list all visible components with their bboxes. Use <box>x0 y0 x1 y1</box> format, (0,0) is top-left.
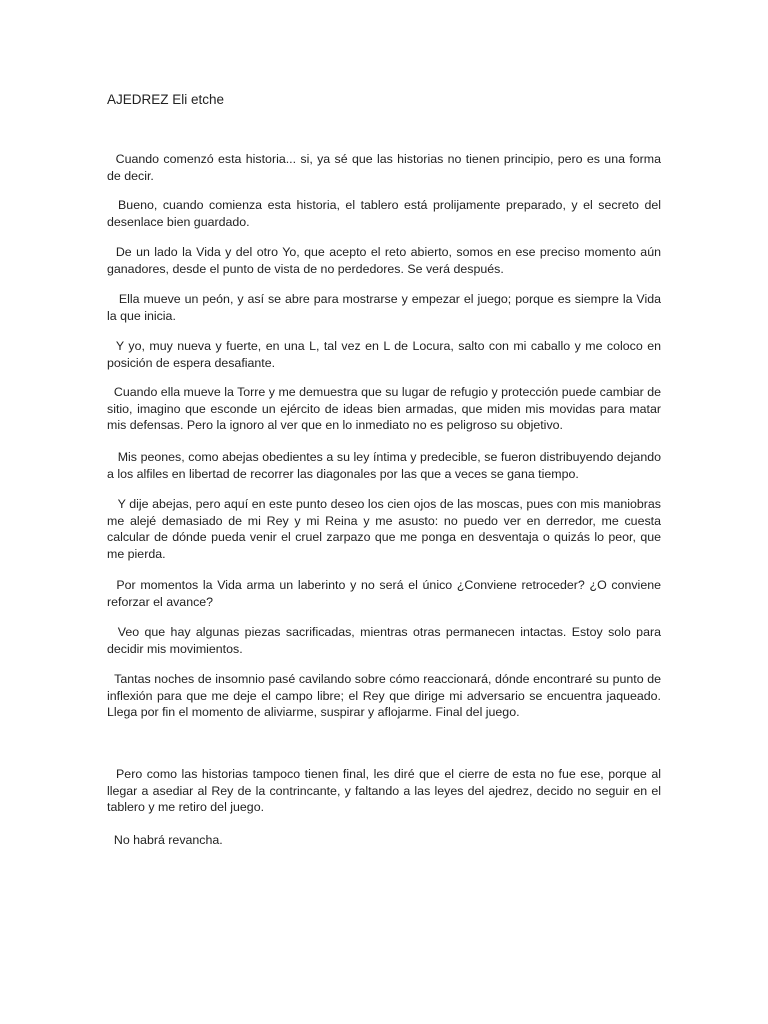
paragraph-9: Por momentos la Vida arma un laberinto y no será el único ¿Conviene retroceder? ¿O conviene reforzar el avance? <box>107 578 661 609</box>
paragraph-6: Cuando ella mueve la Torre y me demuestra que su lugar de refugio y protección puede cambiar de sitio, imagino que esconde un ejército de ideas bien armadas, que miden mis movidas para matar mis defensas. Pero la ignoro al ver que en lo inmediato no es peligroso su objetivo. <box>107 385 661 432</box>
paragraph-3: De un lado la Vida y del otro Yo, que acepto el reto abierto, somos en ese preciso momento aún ganadores, desde el punto de vista de no perdedores. Se verá después. <box>107 245 661 276</box>
paragraph-10: Veo que hay algunas piezas sacrificadas, mientras otras permanecen intactas. Estoy solo para decidir mis movimientos. <box>107 625 661 656</box>
paragraph-11: Tantas noches de insomnio pasé cavilando sobre cómo reaccionará, dónde encontraré su punto de inflexión para que me deje el campo libre; el Rey que dirige mi adversario se encuentra jaqueado. Llega por fin el momento de aliviarme, suspirar y aflojarme. Final del juego. <box>107 672 661 719</box>
paragraph-5: Y yo, muy nueva y fuerte, en una L, tal vez en L de Locura, salto con mi caballo y me coloco en posición de espera desafiante. <box>107 339 661 370</box>
document-title: AJEDREZ Eli etche <box>107 92 225 107</box>
paragraph-8: Y dije abejas, pero aquí en este punto deseo los cien ojos de las moscas, pues con mis maniobras me alejé demasiado de mi Rey y mi Reina y me asusto: no puedo ver en derredor, me cuesta calcular de dónde pueda venir el cruel zarpazo que me ponga en desventaja o quizás lo peor, que me pierda. <box>107 497 661 561</box>
paragraph-12: Pero como las historias tampoco tienen final, les diré que el cierre de esta no fue ese, porque al llegar a asediar al Rey de la contrincante, y faltando a las leyes del ajedrez, decido no seguir en el tablero y me retiro del juego. <box>107 767 661 814</box>
paragraph-2: Bueno, cuando comienza esta historia, el tablero está prolijamente preparado, y el secreto del desenlace bien guardado. <box>107 198 661 229</box>
paragraph-4: Ella mueve un peón, y así se abre para mostrarse y empezar el juego; porque es siempre la Vida la que inicia. <box>107 292 661 323</box>
paragraph-1: Cuando comenzó esta historia... si, ya sé que las historias no tienen principio, pero es una forma de decir. <box>107 152 661 183</box>
paragraph-13: No habrá revancha. <box>107 833 223 847</box>
paragraph-7: Mis peones, como abejas obedientes a su ley íntima y predecible, se fueron distribuyendo dejando a los alfiles en libertad de recorrer las diagonales por las que a veces se gana tiempo. <box>107 450 661 481</box>
